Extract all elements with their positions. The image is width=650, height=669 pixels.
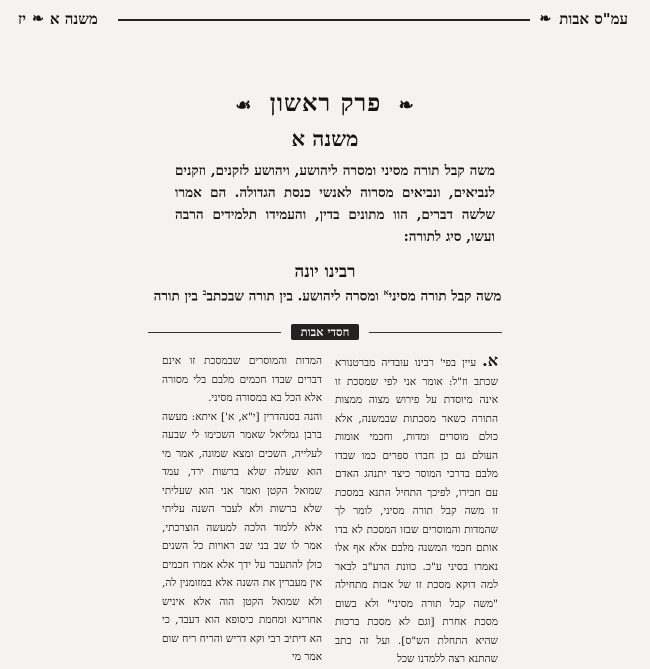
chapter-ornament-left-icon: ☙	[235, 95, 253, 116]
header-ornament-icon-2: ❧	[32, 11, 44, 27]
header-book-title: עמ"ס אבות	[559, 9, 628, 28]
commentary-column-right	[335, 352, 498, 669]
mishna-text: משה קבל תורה מסיני ומסרה ליהושע, ויהושע לזקנים, וזקנים לנביאים, ונביאים מסרוה לאנשי כנסת הגדולה. הם אמרו שלשה דברים, הוו מתונים בדין, והעמידו תלמידים הרבה ועשו, סיג לתורה:	[175, 163, 495, 245]
commentary-part-2: ומסרה ליהושע. בין תורה שבכתב	[206, 288, 384, 305]
chapter-ornament-right-icon: ❧	[398, 95, 415, 116]
mishna-label: משנה א	[291, 126, 359, 151]
header-rule	[118, 19, 530, 21]
section-divider-label: חסדי אבות	[291, 324, 360, 340]
column-right-text: עיין בפי' רבינו עובדיה מברטנורא שכתב וז"ל: אומר אני לפי שמסכת זו אינה מיוסדת על פירוש מצוה ממצות התורה כשאר מסכתות שבמשנה, אלא כולם מוסרים ומדות, וחכמי אומות העולם גם כן חברו ספרים כמו שבדו מלבם בדרכי המוסר כיצד יתנהג האדם עם חבירו, לפיכך התחיל התנא במסכת זו משה קבל תורה מסיני, לומר לך שהמדות והמוסרים שבזו המסכת לא בדו אותם חכמי המשנה מלבם אלא אף אלו נאמרו בסיני ע"כ. כוונת הרע"ב לבאר למה דוקא מסכת זו של אבות מתחילה "משה קבל תורה מסיני" ולא בשום מסכת אחרת [וגם לא מסכת ברכות שהיא התחלת הש"ס]. ועל זה כתב שהתנא רצה ללמדנו שכל	[335, 357, 498, 665]
header-page-ref-group	[18, 10, 98, 29]
section-divider	[148, 322, 502, 342]
chapter-title: פרק ראשון	[269, 88, 382, 117]
header-title-group	[539, 10, 628, 29]
divider-line-right	[369, 332, 502, 333]
commentary-part-3: בין תורה	[153, 288, 203, 305]
commentary-part-1: משה קבל תורה מסיני	[388, 288, 502, 305]
commentator-heading: רבינו יונה	[294, 262, 356, 282]
footnote-marker-b[interactable]: ב	[202, 287, 207, 297]
footnote-marker-a[interactable]: א	[383, 287, 389, 297]
page-number: יז	[18, 9, 27, 28]
column-left-paragraph-1: המדות והמוסרים שבמסכת זו אינם דברים שבדו חכמים מלבם בלי מסורה אלא הכל בא במסורה מסיני.	[162, 355, 322, 404]
commentary-line	[150, 287, 505, 305]
header-ornament-icon: ❧	[539, 11, 552, 27]
commentary-column-left	[162, 352, 322, 667]
column-left-paragraph-2: והנה בסנהדרין [י"א, א'] איתא: מעשה ברבן גמליאל שאמר השכימו לי שבעה לעלייה, השכים ומצא שמונה, אמר מי הוא שעלה שלא ברשות ירד, עמד שמואל הקטן ואמר אני הוא שעליתי שלא ברשות ולא לעבר השנה עליתי אלא ללמוד הלכה למעשה הוצרכתי, אמר לו שב בני שב ראויות כל השנים כולן להתעבר על ידך אלא אמרו חכמים אין מעברין את השנה אלא במזומנין לה, ולא שמואל הקטן הוה אלא איניש אחרינא ומחמת כיסופא הוא דעבד, כי הא דיתיב רבי וקא דריש והריח ריח שום אמר מי	[162, 410, 322, 663]
divider-line-left	[148, 332, 281, 333]
header-page-ref: משנה א	[49, 9, 98, 28]
column-right-initial: א.	[482, 351, 498, 370]
chapter-heading	[0, 88, 650, 118]
column-right-paragraph	[335, 352, 498, 669]
